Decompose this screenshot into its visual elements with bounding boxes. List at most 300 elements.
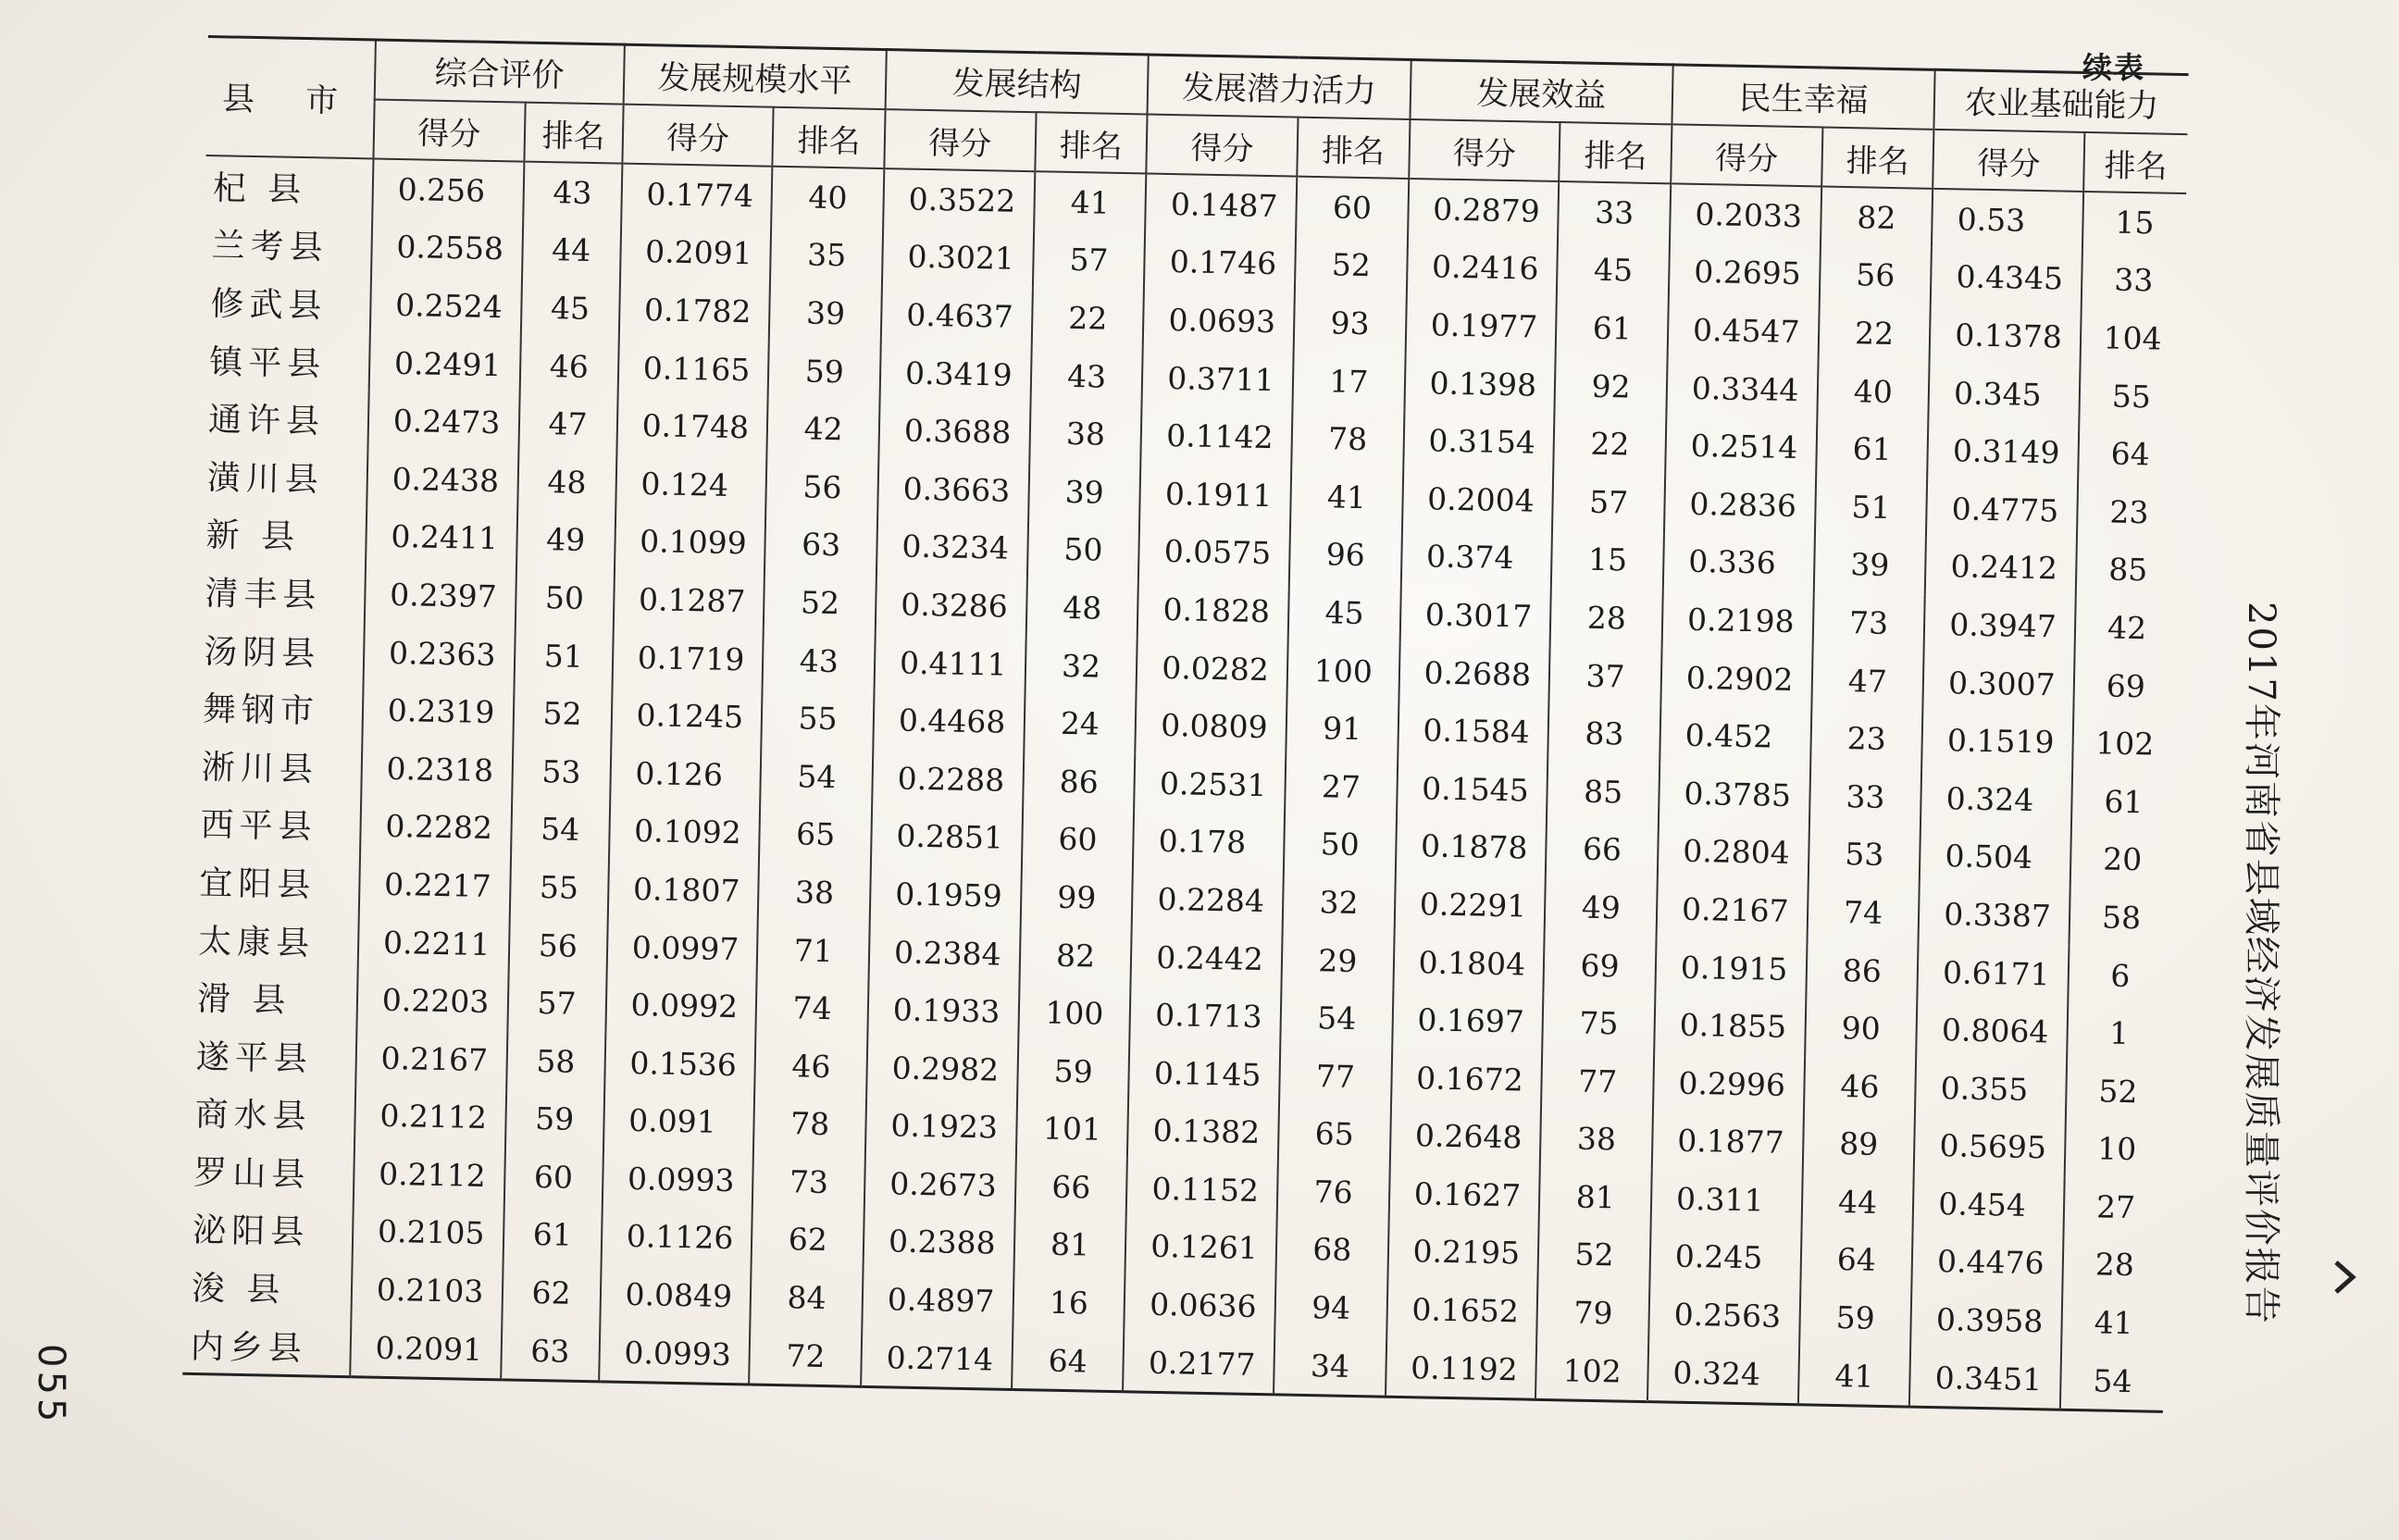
score-cell: 0.1192 — [1386, 1338, 1537, 1400]
rank-cell: 55 — [509, 858, 608, 918]
rank-header: 排名 — [524, 103, 623, 164]
score-cell: 0.1145 — [1128, 1043, 1280, 1104]
rank-cell: 38 — [1029, 404, 1142, 465]
score-cell: 0.2688 — [1398, 643, 1550, 704]
score-cell: 0.2091 — [620, 222, 772, 283]
rank-cell: 56 — [1819, 245, 1932, 305]
score-cell: 0.0809 — [1136, 696, 1287, 757]
rank-cell: 54 — [1280, 988, 1393, 1049]
score-cell: 0.1245 — [611, 686, 763, 747]
group-header: 发展规模水平 — [623, 44, 886, 109]
rank-cell: 100 — [1018, 983, 1131, 1043]
score-cell: 0.0282 — [1137, 638, 1288, 699]
rank-cell: 61 — [503, 1205, 602, 1265]
county-name-cell: 镇平县 — [208, 342, 327, 384]
county-name-cell: 汤阴县 — [203, 632, 321, 673]
score-cell: 0.2397 — [365, 565, 516, 627]
score-header: 得分 — [1147, 114, 1299, 176]
rank-cell: 43 — [523, 162, 622, 223]
score-cell: 0.2563 — [1648, 1285, 1800, 1346]
rank-cell: 46 — [1804, 1056, 1917, 1116]
rank-cell: 33 — [1809, 766, 1922, 826]
rank-cell: 72 — [750, 1325, 863, 1386]
score-cell: 0.1382 — [1127, 1101, 1279, 1162]
score-cell: 0.1536 — [604, 1033, 756, 1094]
score-cell: 0.4897 — [862, 1270, 1013, 1331]
score-cell: 0.2902 — [1660, 648, 1812, 709]
rank-cell: 100 — [1287, 640, 1400, 701]
rank-cell: 49 — [1545, 877, 1658, 938]
rank-cell: 61 — [2071, 772, 2175, 832]
score-cell: 0.2836 — [1664, 474, 1816, 535]
rank-cell: 48 — [1025, 578, 1138, 638]
rank-cell: 60 — [503, 1147, 603, 1207]
score-cell: 0.124 — [615, 454, 767, 515]
score-cell: 0.3958 — [1910, 1290, 2062, 1351]
score-cell: 0.1828 — [1137, 580, 1289, 641]
score-cell: 0.311 — [1650, 1169, 1802, 1230]
rank-cell: 54 — [761, 747, 874, 807]
score-cell: 0.1261 — [1125, 1217, 1277, 1278]
score-cell: 0.2879 — [1408, 179, 1560, 241]
rank-header: 排名 — [773, 107, 886, 168]
rank-header: 排名 — [1821, 128, 1934, 189]
rank-cell: 39 — [1813, 535, 1926, 595]
score-cell: 0.2996 — [1653, 1053, 1805, 1114]
score-cell: 0.2198 — [1662, 590, 1814, 651]
score-cell: 0.2195 — [1387, 1222, 1539, 1283]
score-cell: 0.2558 — [371, 217, 523, 279]
county-name-cell: 泌阳县 — [192, 1211, 310, 1252]
rank-cell: 82 — [1019, 925, 1132, 986]
group-header: 民生幸福 — [1672, 65, 1934, 130]
score-cell: 0.2211 — [357, 913, 509, 974]
score-cell: 0.2363 — [363, 623, 515, 684]
score-cell: 0.1807 — [607, 860, 759, 921]
score-cell: 0.1782 — [618, 280, 770, 342]
rank-cell: 45 — [1557, 241, 1670, 301]
rank-cell: 45 — [520, 279, 619, 339]
score-cell: 0.3007 — [1923, 652, 2075, 714]
score-cell: 0.1804 — [1393, 932, 1545, 993]
score-cell: 0.0575 — [1138, 522, 1290, 583]
score-cell: 0.1152 — [1126, 1159, 1278, 1220]
page-number: 055 — [30, 1344, 72, 1426]
score-cell: 0.1923 — [865, 1096, 1017, 1157]
rank-cell: 65 — [1278, 1104, 1391, 1164]
score-cell: 0.2804 — [1658, 822, 1809, 883]
rank-cell: 92 — [1555, 356, 1668, 416]
rank-cell: 42 — [767, 399, 880, 459]
rank-cell: 66 — [1546, 819, 1659, 879]
score-cell: 0.2442 — [1131, 927, 1283, 988]
score-cell: 0.3419 — [880, 343, 1032, 404]
rank-cell: 71 — [757, 920, 870, 980]
score-cell: 0.1977 — [1405, 295, 1557, 356]
rank-cell: 46 — [755, 1036, 868, 1096]
score-cell: 0.2384 — [869, 923, 1021, 984]
rank-cell: 86 — [1023, 751, 1136, 812]
rank-cell: 59 — [768, 341, 881, 401]
rank-header: 排名 — [1035, 112, 1148, 173]
county-name-cell: 罗山县 — [193, 1153, 311, 1195]
rank-cell: 62 — [752, 1210, 864, 1270]
score-cell: 0.1933 — [867, 980, 1019, 1041]
score-cell: 0.3688 — [878, 401, 1030, 462]
score-cell: 0.452 — [1659, 706, 1811, 767]
rank-cell: 50 — [1284, 814, 1397, 875]
score-cell: 0.2282 — [360, 797, 512, 858]
rank-cell: 93 — [1294, 293, 1407, 354]
score-cell: 0.3149 — [1927, 421, 2079, 482]
score-cell: 0.1652 — [1386, 1280, 1538, 1341]
group-header: 农业基础能力 — [1934, 69, 2189, 134]
score-cell: 0.1099 — [615, 512, 766, 573]
score-cell: 0.3344 — [1666, 358, 1818, 419]
score-cell: 0.3021 — [882, 228, 1034, 289]
rank-cell: 68 — [1275, 1220, 1388, 1280]
rank-cell: 79 — [1537, 1283, 1650, 1343]
rank-cell: 55 — [762, 689, 875, 749]
score-cell: 0.2217 — [359, 854, 511, 915]
rank-cell: 53 — [1808, 825, 1920, 885]
rank-cell: 28 — [1550, 588, 1663, 648]
rank-cell: 41 — [1798, 1346, 1911, 1407]
score-cell: 0.1287 — [613, 570, 764, 631]
score-cell: 0.345 — [1929, 364, 2081, 425]
rank-cell: 55 — [2079, 366, 2182, 427]
rank-cell: 64 — [1012, 1331, 1125, 1392]
rank-cell: 73 — [1812, 593, 1925, 653]
score-cell: 0.178 — [1133, 812, 1285, 873]
rank-cell: 77 — [1279, 1046, 1392, 1106]
rank-cell: 45 — [1288, 583, 1401, 643]
score-cell: 0.1584 — [1398, 701, 1549, 762]
score-header: 得分 — [1671, 124, 1822, 186]
rank-cell: 51 — [1815, 477, 1928, 537]
rank-cell: 1 — [2067, 1003, 2170, 1063]
rank-cell: 35 — [770, 225, 883, 285]
rank-cell: 22 — [1554, 414, 1667, 474]
score-cell: 0.2167 — [1656, 879, 1808, 940]
score-cell: 0.1855 — [1654, 996, 1806, 1057]
rank-cell: 48 — [517, 452, 616, 512]
rank-cell: 44 — [1801, 1172, 1914, 1232]
score-header: 得分 — [884, 109, 1036, 171]
score-cell: 0.2167 — [355, 1028, 507, 1089]
county-name-cell: 潢川县 — [206, 458, 325, 500]
rank-cell: 57 — [1552, 472, 1665, 532]
rank-cell: 102 — [2072, 714, 2176, 774]
score-cell: 0.1911 — [1139, 464, 1291, 525]
score-cell: 0.2416 — [1406, 238, 1558, 299]
score-header: 得分 — [373, 99, 525, 161]
score-cell: 0.4547 — [1668, 301, 1820, 362]
score-cell: 0.0993 — [599, 1323, 751, 1385]
county-name-cell: 滑 县 — [196, 980, 292, 1021]
score-cell: 0.3286 — [876, 575, 1027, 636]
score-cell: 0.2648 — [1389, 1106, 1541, 1167]
group-header: 综合评价 — [375, 40, 625, 105]
county-name-cell: 修武县 — [210, 285, 328, 326]
rank-cell: 101 — [1016, 1099, 1129, 1159]
rank-header: 排名 — [2083, 132, 2187, 193]
rank-cell: 40 — [772, 167, 885, 228]
rank-cell: 15 — [2082, 192, 2186, 253]
score-cell: 0.1713 — [1130, 986, 1282, 1047]
rank-cell: 33 — [1558, 181, 1671, 242]
score-cell: 0.1877 — [1652, 1112, 1804, 1173]
score-cell: 0.454 — [1913, 1174, 2065, 1236]
score-cell: 0.1378 — [1930, 305, 2082, 366]
score-cell: 0.2411 — [366, 507, 517, 568]
rank-cell: 89 — [1802, 1114, 1915, 1174]
rank-cell: 59 — [1017, 1041, 1130, 1101]
rank-cell: 81 — [1539, 1167, 1652, 1227]
rank-cell: 69 — [1544, 936, 1657, 996]
rank-cell: 64 — [1800, 1230, 1913, 1290]
score-cell: 0.5695 — [1914, 1116, 2066, 1177]
rank-cell: 52 — [2066, 1062, 2169, 1122]
score-cell: 0.1719 — [612, 627, 764, 689]
score-cell: 0.1126 — [601, 1207, 752, 1268]
county-name-cell: 遂平县 — [195, 1037, 314, 1079]
rank-cell: 22 — [1031, 288, 1144, 348]
score-cell: 0.1142 — [1141, 406, 1293, 467]
score-cell: 0.2714 — [861, 1328, 1013, 1390]
score-cell: 0.1092 — [609, 801, 761, 863]
score-cell: 0.1487 — [1145, 173, 1297, 235]
running-book-title: 2017年河南省县域经济发展质量评价报告 — [2240, 602, 2282, 1325]
score-cell: 0.0636 — [1125, 1275, 1276, 1336]
score-cell: 0.53 — [1932, 189, 2083, 251]
table-body — [182, 155, 2186, 1412]
score-cell: 0.2105 — [352, 1202, 503, 1263]
rank-cell: 58 — [2069, 888, 2172, 948]
score-cell: 0.2695 — [1669, 242, 1821, 304]
score-cell: 0.3234 — [876, 517, 1028, 578]
rank-cell: 61 — [1556, 298, 1669, 358]
score-cell: 0.2103 — [351, 1261, 503, 1322]
rank-cell: 94 — [1274, 1278, 1387, 1338]
rank-cell: 41 — [1290, 467, 1403, 528]
score-cell: 0.336 — [1663, 532, 1815, 593]
score-cell: 0.2473 — [367, 391, 519, 453]
rank-cell: 77 — [1541, 1051, 1654, 1112]
rank-cell: 10 — [2065, 1119, 2169, 1179]
rank-cell: 73 — [752, 1152, 865, 1212]
rank-cell: 28 — [2062, 1235, 2166, 1295]
score-cell: 0.2514 — [1665, 416, 1817, 478]
score-cell: 0.2177 — [1123, 1333, 1274, 1395]
rank-cell: 78 — [1291, 409, 1404, 469]
rank-cell: 58 — [506, 1031, 605, 1091]
county-name-cell: 淅川县 — [201, 748, 319, 789]
rank-cell: 42 — [2074, 598, 2178, 658]
score-cell: 0.3387 — [1919, 885, 2070, 946]
rank-header: 排名 — [1560, 122, 1672, 183]
score-cell: 0.355 — [1915, 1059, 2067, 1120]
county-name-cell: 杞 县 — [212, 168, 307, 209]
county-name-cell: 太康县 — [197, 922, 316, 962]
score-cell: 0.2004 — [1402, 469, 1554, 530]
rank-cell: 49 — [516, 510, 615, 570]
rank-cell: 82 — [1821, 186, 1933, 247]
score-cell: 0.4775 — [1926, 479, 2078, 540]
rank-cell: 85 — [1547, 762, 1659, 822]
rank-cell: 83 — [1548, 703, 1661, 764]
score-cell: 0.324 — [1647, 1343, 1799, 1405]
rank-cell: 66 — [1014, 1157, 1127, 1217]
rank-cell: 104 — [2080, 308, 2183, 368]
score-cell: 0.3017 — [1399, 585, 1551, 646]
score-cell: 0.1697 — [1392, 990, 1544, 1051]
rank-cell: 65 — [759, 804, 872, 864]
rank-cell: 57 — [507, 974, 606, 1034]
score-cell: 0.2438 — [367, 449, 518, 510]
county-name-cell: 通许县 — [207, 401, 326, 441]
score-cell: 0.4111 — [875, 633, 1026, 694]
rank-cell: 69 — [2073, 656, 2177, 716]
rank-cell: 34 — [1274, 1335, 1386, 1397]
rank-cell: 53 — [512, 741, 611, 801]
score-cell: 0.256 — [372, 158, 524, 220]
score-header: 得分 — [1409, 119, 1560, 181]
rank-cell: 76 — [1277, 1162, 1390, 1223]
continued-label: 续表 — [2082, 50, 2146, 85]
rank-cell: 39 — [769, 283, 882, 343]
rank-cell: 57 — [1033, 230, 1146, 291]
rank-cell: 52 — [1538, 1225, 1651, 1285]
rank-cell: 61 — [1816, 419, 1929, 479]
rank-cell: 15 — [1551, 530, 1664, 590]
rank-cell: 50 — [1027, 520, 1140, 580]
rank-cell: 39 — [1028, 462, 1141, 522]
score-header: 得分 — [622, 105, 774, 167]
score-cell: 0.4345 — [1931, 247, 2082, 308]
score-cell: 0.1165 — [617, 338, 769, 399]
rank-cell: 52 — [764, 573, 876, 633]
rank-cell: 22 — [1818, 304, 1931, 364]
rank-cell: 60 — [1296, 177, 1409, 238]
rank-cell: 37 — [1549, 646, 1662, 706]
score-cell: 0.504 — [1920, 826, 2071, 888]
rank-cell: 52 — [513, 684, 612, 744]
score-cell: 0.3947 — [1924, 595, 2076, 656]
score-cell: 0.2491 — [368, 333, 520, 394]
rank-cell: 41 — [1034, 171, 1147, 232]
score-cell: 0.0849 — [600, 1265, 752, 1326]
table-container — [182, 35, 2188, 1413]
score-cell: 0.2673 — [864, 1154, 1016, 1215]
score-cell: 0.374 — [1400, 527, 1552, 588]
score-cell: 0.2112 — [354, 1144, 505, 1205]
rank-cell: 85 — [2076, 540, 2180, 600]
chevron-mark-icon — [2332, 1259, 2360, 1296]
rank-cell: 23 — [1810, 709, 1923, 769]
rank-cell: 96 — [1289, 525, 1402, 585]
score-cell: 0.0993 — [602, 1149, 753, 1211]
score-cell: 0.0693 — [1143, 291, 1295, 352]
score-cell: 0.3711 — [1142, 348, 1294, 409]
rank-cell: 99 — [1020, 867, 1133, 927]
rank-cell: 60 — [1022, 810, 1135, 870]
score-cell: 0.3785 — [1659, 764, 1810, 825]
rank-cell: 102 — [1535, 1341, 1648, 1402]
rank-cell: 40 — [1817, 361, 1930, 421]
score-cell: 0.1672 — [1391, 1049, 1543, 1110]
rank-cell: 52 — [1295, 235, 1408, 295]
rank-cell: 43 — [763, 630, 876, 690]
score-cell: 0.2851 — [871, 806, 1023, 867]
rank-cell: 91 — [1286, 699, 1398, 759]
rank-cell: 46 — [519, 336, 618, 396]
county-name-cell: 舞钢市 — [202, 690, 320, 731]
score-cell: 0.245 — [1649, 1227, 1801, 1288]
county-name-cell: 商水县 — [194, 1096, 312, 1136]
score-cell: 0.2388 — [864, 1212, 1015, 1273]
rank-cell: 74 — [1807, 882, 1920, 942]
rank-cell: 90 — [1805, 999, 1918, 1059]
rank-cell: 23 — [2077, 482, 2181, 542]
score-cell: 0.4637 — [881, 285, 1033, 346]
county-ranking-table — [182, 35, 2188, 1413]
rank-cell: 56 — [508, 915, 607, 975]
score-cell: 0.2291 — [1394, 875, 1546, 936]
score-cell: 0.2288 — [872, 749, 1024, 810]
score-cell: 0.1519 — [1921, 711, 2073, 772]
score-cell: 0.0992 — [605, 975, 757, 1037]
score-cell: 0.2033 — [1670, 183, 1821, 245]
rank-cell: 74 — [756, 978, 869, 1038]
county-column-header: 县 市 — [206, 36, 376, 158]
rank-cell: 43 — [1030, 346, 1143, 406]
score-cell: 0.8064 — [1916, 1000, 2068, 1062]
score-cell: 0.1748 — [616, 396, 768, 457]
rank-cell: 29 — [1281, 930, 1394, 990]
rank-header: 排名 — [1297, 118, 1410, 179]
group-header: 发展结构 — [886, 50, 1149, 115]
county-name-cell: 清丰县 — [205, 574, 322, 615]
score-cell: 0.2982 — [866, 1038, 1018, 1099]
score-cell: 0.1959 — [870, 864, 1022, 925]
rank-cell: 47 — [518, 394, 617, 454]
score-cell: 0.1878 — [1395, 816, 1547, 877]
rank-cell: 6 — [2068, 945, 2171, 1005]
rank-cell: 50 — [515, 568, 614, 628]
rank-cell: 47 — [1811, 651, 1924, 711]
group-header: 发展效益 — [1410, 59, 1672, 124]
rank-cell: 44 — [522, 220, 621, 280]
county-name-cell: 新 县 — [205, 516, 301, 557]
score-cell: 0.1627 — [1388, 1164, 1540, 1225]
score-cell: 0.2319 — [362, 681, 514, 742]
rank-cell: 27 — [2063, 1177, 2167, 1237]
rank-cell: 81 — [1013, 1215, 1126, 1275]
rank-cell: 38 — [1540, 1109, 1653, 1169]
rank-cell: 59 — [1799, 1288, 1912, 1348]
rank-cell: 32 — [1025, 636, 1137, 696]
score-cell: 0.324 — [1920, 769, 2072, 830]
score-cell: 0.3154 — [1403, 411, 1555, 472]
score-cell: 0.1915 — [1655, 938, 1807, 999]
score-cell: 0.1746 — [1144, 232, 1296, 293]
rank-cell: 56 — [766, 457, 879, 517]
score-cell: 0.2112 — [354, 1087, 506, 1148]
group-header: 发展潜力活力 — [1148, 55, 1411, 119]
rank-cell: 54 — [2060, 1351, 2164, 1412]
rank-cell: 63 — [764, 515, 877, 575]
